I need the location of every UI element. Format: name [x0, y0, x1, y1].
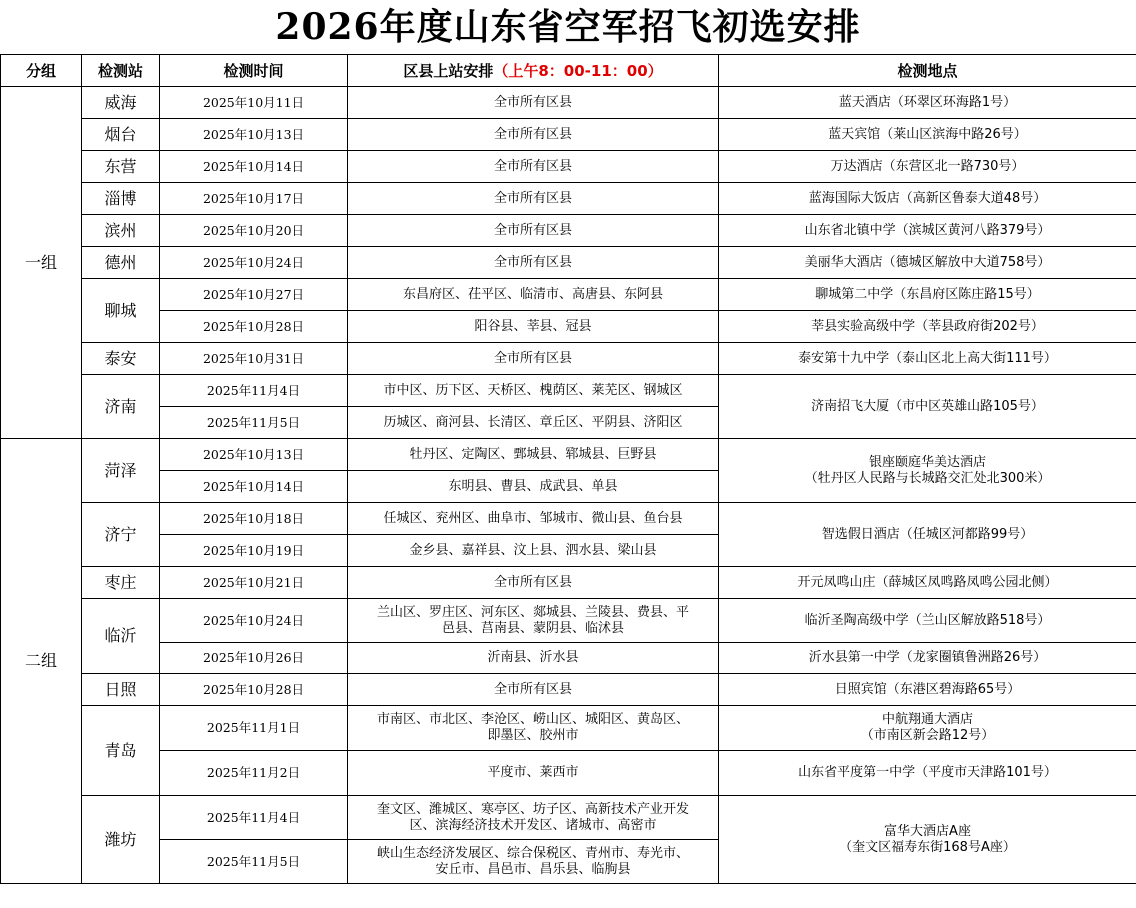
header-arrangement-label: 区县上站安排	[403, 61, 494, 80]
counties-cell	[348, 840, 719, 884]
date-cell: 2025年10月19日	[160, 535, 348, 567]
counties-cell: 全市所有区县	[348, 119, 719, 151]
date-cell: 2025年10月27日	[160, 279, 348, 311]
location-cell	[719, 796, 1136, 884]
table-row	[1, 567, 1136, 599]
header-arrangement	[348, 55, 719, 87]
location-cell: 智选假日酒店（任城区河都路99号）	[719, 503, 1136, 567]
counties-line: 奎文区、潍城区、寒亭区、坊子区、高新技术产业开发	[376, 801, 689, 817]
counties-cell: 全市所有区县	[348, 567, 719, 599]
station-cell: 德州	[82, 247, 160, 279]
table-row	[1, 151, 1136, 183]
location-cell: 济南招飞大厦（市中区英雄山路105号）	[719, 375, 1136, 439]
date-cell: 2025年11月1日	[160, 706, 348, 751]
station-cell: 淄博	[82, 183, 160, 215]
location-cell: 日照宾馆（东港区碧海路65号）	[719, 674, 1136, 706]
date-cell: 2025年10月17日	[160, 183, 348, 215]
station-cell: 临沂	[82, 599, 160, 674]
date-cell: 2025年10月24日	[160, 247, 348, 279]
date-cell: 2025年10月20日	[160, 215, 348, 247]
table-row	[1, 375, 1136, 407]
location-cell	[719, 439, 1136, 503]
date-cell: 2025年10月31日	[160, 343, 348, 375]
table-row	[1, 643, 1136, 674]
counties-cell: 全市所有区县	[348, 215, 719, 247]
station-cell: 潍坊	[82, 796, 160, 884]
table-row	[1, 343, 1136, 375]
date-cell: 2025年10月26日	[160, 643, 348, 674]
counties-line: 兰山区、罗庄区、河东区、郯城县、兰陵县、费县、平	[376, 604, 689, 620]
page-title: 2026年度山东省空军招飞初选安排	[275, 6, 861, 48]
table-row	[1, 311, 1136, 343]
station-cell: 威海	[82, 87, 160, 119]
table-row	[1, 674, 1136, 706]
station-cell: 日照	[82, 674, 160, 706]
date-cell: 2025年11月4日	[160, 375, 348, 407]
date-cell: 2025年11月2日	[160, 751, 348, 796]
counties-cell: 东昌府区、茌平区、临清市、高唐县、东阿县	[348, 279, 719, 311]
location-cell: 聊城第二中学（东昌府区陈庄路15号）	[719, 279, 1136, 311]
date-cell: 2025年10月21日	[160, 567, 348, 599]
location-cell: 万达酒店（东营区北一路730号）	[719, 151, 1136, 183]
date-cell: 2025年10月13日	[160, 119, 348, 151]
location-cell: 美丽华大酒店（德城区解放中大道758号）	[719, 247, 1136, 279]
header-time: 检测时间	[160, 55, 348, 87]
station-cell: 济南	[82, 375, 160, 439]
counties-cell: 平度市、莱西市	[348, 751, 719, 796]
counties-cell	[348, 599, 719, 643]
location-line: （牡丹区人民路与长城路交汇处北300米）	[804, 470, 1051, 486]
station-cell: 青岛	[82, 706, 160, 796]
date-cell: 2025年11月5日	[160, 407, 348, 439]
date-cell: 2025年11月5日	[160, 840, 348, 884]
counties-cell: 全市所有区县	[348, 247, 719, 279]
station-cell: 烟台	[82, 119, 160, 151]
location-cell: 蓝海国际大饭店（高新区鲁泰大道48号）	[719, 183, 1136, 215]
location-line: （奎文区福寿东街168号A座）	[839, 839, 1016, 855]
location-cell: 蓝天宾馆（莱山区滨海中路26号）	[719, 119, 1136, 151]
counties-cell: 阳谷县、莘县、冠县	[348, 311, 719, 343]
counties-cell: 全市所有区县	[348, 183, 719, 215]
date-cell: 2025年10月18日	[160, 503, 348, 535]
location-cell: 莘县实验高级中学（莘县政府街202号）	[719, 311, 1136, 343]
date-cell: 2025年10月13日	[160, 439, 348, 471]
station-cell: 济宁	[82, 503, 160, 567]
schedule-table	[0, 54, 1136, 884]
group-cell: 二组	[1, 439, 82, 884]
location-line: 富华大酒店A座	[884, 823, 971, 839]
table-row	[1, 751, 1136, 796]
counties-line: 即墨区、胶州市	[487, 728, 579, 743]
counties-cell: 历城区、商河县、长清区、章丘区、平阴县、济阳区	[348, 407, 719, 439]
date-cell: 2025年10月11日	[160, 87, 348, 119]
location-cell: 蓝天酒店（环翠区环海路1号）	[719, 87, 1136, 119]
location-cell: 泰安第十九中学（泰山区北上高大街111号）	[719, 343, 1136, 375]
counties-cell: 市中区、历下区、天桥区、槐荫区、莱芜区、钢城区	[348, 375, 719, 407]
counties-cell: 任城区、兖州区、曲阜市、邹城市、微山县、鱼台县	[348, 503, 719, 535]
counties-cell	[348, 796, 719, 840]
table-row	[1, 599, 1136, 643]
station-cell: 泰安	[82, 343, 160, 375]
group-cell: 一组	[1, 87, 82, 439]
station-cell: 菏泽	[82, 439, 160, 503]
counties-cell: 牡丹区、定陶区、鄄城县、郓城县、巨野县	[348, 439, 719, 471]
counties-line: 安丘市、昌邑市、昌乐县、临朐县	[435, 861, 631, 877]
counties-cell: 金乡县、嘉祥县、汶上县、泗水县、梁山县	[348, 535, 719, 567]
date-cell: 2025年10月28日	[160, 311, 348, 343]
date-cell: 2025年10月14日	[160, 151, 348, 183]
location-line: 银座颐庭华美达酒店	[868, 454, 986, 470]
station-cell: 东营	[82, 151, 160, 183]
header-station: 检测站	[82, 55, 160, 87]
counties-cell: 沂南县、沂水县	[348, 643, 719, 674]
date-cell: 2025年10月28日	[160, 674, 348, 706]
counties-line: 市南区、市北区、李沧区、崂山区、城阳区、黄岛区、	[376, 712, 689, 727]
table-row	[1, 706, 1136, 751]
table-row	[1, 183, 1136, 215]
table-row	[1, 796, 1136, 840]
station-cell: 滨州	[82, 215, 160, 247]
table-row	[1, 503, 1136, 535]
table-row	[1, 87, 1136, 119]
table-row	[1, 439, 1136, 471]
location-cell: 临沂圣陶高级中学（兰山区解放路518号）	[719, 599, 1136, 643]
counties-line: 峡山生态经济发展区、综合保税区、青州市、寿光市、	[376, 845, 689, 861]
counties-line: 区、滨海经济技术开发区、诸城市、高密市	[409, 817, 657, 833]
table-row	[1, 119, 1136, 151]
counties-cell: 全市所有区县	[348, 674, 719, 706]
location-cell	[719, 706, 1136, 751]
counties-cell: 全市所有区县	[348, 343, 719, 375]
counties-line: 邑县、莒南县、蒙阴县、临沭县	[441, 620, 624, 636]
header-arrangement-note: （上午8：00-11：00）	[493, 61, 663, 80]
counties-cell	[348, 706, 719, 751]
date-cell: 2025年11月4日	[160, 796, 348, 840]
table-header-row	[1, 55, 1136, 87]
table-row	[1, 247, 1136, 279]
date-cell: 2025年10月24日	[160, 599, 348, 643]
location-line: 中航翔通大酒店	[881, 712, 973, 727]
header-group: 分组	[1, 55, 82, 87]
header-location: 检测地点	[719, 55, 1136, 87]
counties-cell: 全市所有区县	[348, 151, 719, 183]
counties-cell: 东明县、曹县、成武县、单县	[348, 471, 719, 503]
location-cell: 开元凤鸣山庄（薛城区凤鸣路凤鸣公园北侧）	[719, 567, 1136, 599]
station-cell: 枣庄	[82, 567, 160, 599]
location-cell: 山东省北镇中学（滨城区黄河八路379号）	[719, 215, 1136, 247]
table-row	[1, 279, 1136, 311]
counties-cell: 全市所有区县	[348, 87, 719, 119]
location-cell: 山东省平度第一中学（平度市天津路101号）	[719, 751, 1136, 796]
location-cell: 沂水县第一中学（龙家圈镇鲁洲路26号）	[719, 643, 1136, 674]
location-line: （市南区新会路12号）	[860, 728, 995, 743]
station-cell: 聊城	[82, 279, 160, 343]
table-row	[1, 215, 1136, 247]
date-cell: 2025年10月14日	[160, 471, 348, 503]
